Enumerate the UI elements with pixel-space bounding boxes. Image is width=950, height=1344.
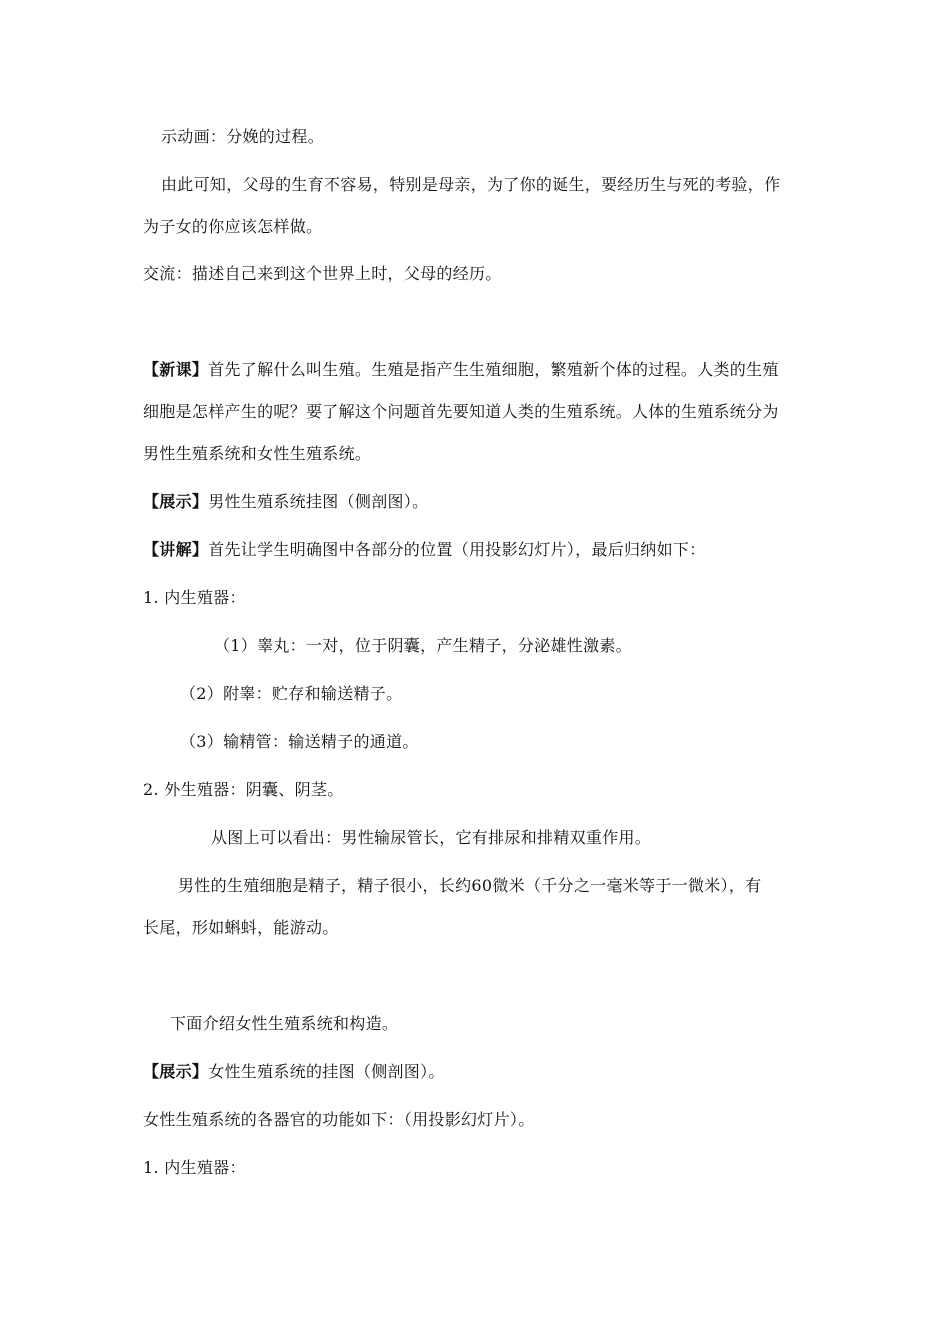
list-heading: 1. 内生殖器： bbox=[143, 588, 246, 607]
paragraph-line: 细胞是怎样产生的呢？要了解这个问题首先要知道人类的生殖系统。人体的生殖系统分为 bbox=[143, 402, 779, 421]
paragraph-line: 下面介绍女性生殖系统和构造。 bbox=[170, 1014, 399, 1033]
paragraph-line: 男性生殖系统和女性生殖系统。 bbox=[143, 444, 372, 463]
paragraph-text: 男性生殖系统挂图（侧剖图）。 bbox=[208, 492, 429, 511]
paragraph-line bbox=[143, 492, 428, 512]
paragraph-line: 从图上可以看出：男性输尿管长，它有排尿和排精双重作用。 bbox=[211, 828, 652, 847]
paragraph-line: 男性的生殖细胞是精子，精子很小，长约60微米（千分之一毫米等于一微米），有 bbox=[178, 876, 762, 895]
list-heading: 2. 外生殖器：阴囊、阴茎。 bbox=[143, 780, 344, 799]
paragraph-line: 女性生殖系统的各器官的功能如下：（用投影幻灯片）。 bbox=[143, 1110, 535, 1129]
paragraph-line: 长尾，形如蝌蚪，能游动。 bbox=[143, 918, 339, 937]
paragraph-line: 交流：描述自己来到这个世界上时，父母的经历。 bbox=[143, 264, 502, 283]
list-item: （3）输精管：输送精子的通道。 bbox=[180, 732, 419, 751]
section-tag-display: 【展示】 bbox=[143, 492, 209, 511]
paragraph-line: 示动画：分娩的过程。 bbox=[161, 127, 325, 146]
paragraph-text: 女性生殖系统的挂图（侧剖图）。 bbox=[208, 1062, 445, 1081]
paragraph-line bbox=[143, 540, 706, 560]
paragraph-line: 为子女的你应该怎样做。 bbox=[143, 217, 323, 236]
section-tag-explain: 【讲解】 bbox=[143, 540, 209, 559]
list-heading: 1. 内生殖器： bbox=[143, 1158, 246, 1177]
section-tag-display: 【展示】 bbox=[143, 1062, 209, 1081]
paragraph-line bbox=[143, 360, 779, 380]
list-item: （2）附睾：贮存和输送精子。 bbox=[180, 684, 403, 703]
paragraph-text: 首先了解什么叫生殖。生殖是指产生生殖细胞，繁殖新个体的过程。人类的生殖 bbox=[208, 360, 779, 379]
list-item: （1）睾丸：一对，位于阴囊，产生精子，分泌雄性激素。 bbox=[214, 636, 632, 655]
section-tag-new-lesson: 【新课】 bbox=[143, 360, 209, 379]
paragraph-text: 首先让学生明确图中各部分的位置（用投影幻灯片），最后归纳如下： bbox=[208, 540, 706, 559]
paragraph-line: 由此可知，父母的生育不容易，特别是母亲，为了你的诞生，要经历生与死的考验，作 bbox=[161, 175, 781, 194]
paragraph-line bbox=[143, 1062, 445, 1082]
